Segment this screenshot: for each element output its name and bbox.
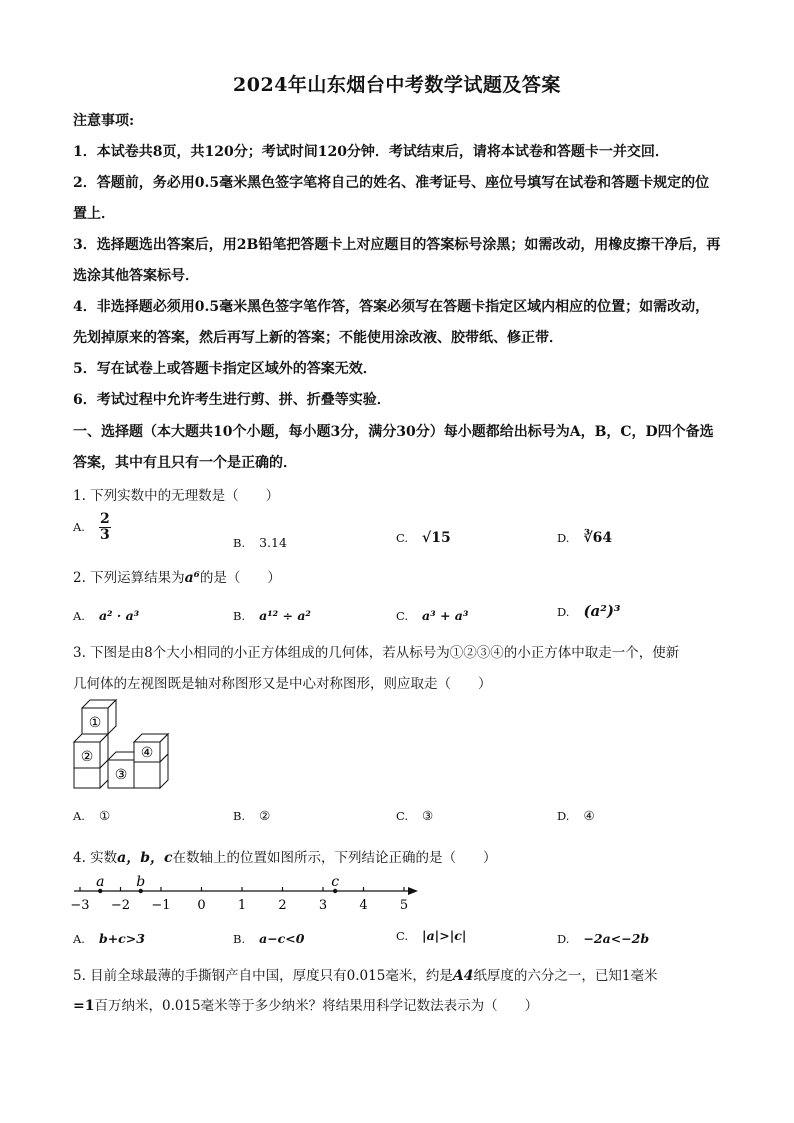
notice-item: 3．选择题选出答案后，用2B铅笔把答题卡上对应题目的答案标号涂黑；如需改动，用橡皮擦干净后，再 <box>73 237 721 253</box>
option-value: 3.14 <box>259 535 287 550</box>
q4-option-b <box>233 931 304 946</box>
stem-math: a，b，c <box>117 850 173 866</box>
option-value: √15 <box>422 530 451 546</box>
question-3-stem-line1: 3. 下图是由8个大小相同的小正方体组成的几何体，若从标号为①②③④的小正方体中取走一个，使新 <box>73 645 680 661</box>
axis-arrow <box>408 887 418 895</box>
stem-text: 在数轴上的位置如图所示，下列结论正确的是（ ） <box>172 850 497 866</box>
notice-item: 置上． <box>73 206 115 222</box>
stem-text: 纸厚度的六分之一，已知1毫米 <box>473 968 658 984</box>
option-label: A. <box>73 609 85 623</box>
q1-option-b <box>233 535 287 550</box>
notice-item: 先划掉原来的答案，然后再写上新的答案；不能使用涂改液、胶带纸、修正带． <box>73 330 563 346</box>
stem-text: 5. 目前全球最薄的手撕钢产自中国，厚度只有0.015毫米，约是 <box>73 968 453 984</box>
option-value: a³ + a³ <box>422 608 469 623</box>
question-5-stem-line2 <box>73 994 733 1014</box>
option-value: a−c<0 <box>259 931 305 946</box>
option-label: A. <box>73 809 85 823</box>
page-title: 2024年山东烟台中考数学试题及答案 <box>233 74 561 96</box>
option-value: |a|>|c| <box>422 928 467 943</box>
axis-tick-label: 3 <box>318 898 328 913</box>
q2-option-b <box>233 608 311 623</box>
q1-option-c <box>396 530 451 546</box>
axis-tick-label: 0 <box>197 898 206 913</box>
q2-option-c <box>396 608 468 623</box>
option-value: −2a<−2b <box>583 931 650 946</box>
option-label: C. <box>396 609 409 623</box>
option-label: B. <box>233 809 246 823</box>
option-label: C. <box>396 809 409 823</box>
section-heading: 一、选择题（本大题共10个小题，每小题3分，满分30分）每小题都给出标号为A，B，C，D四个备选 <box>73 424 714 440</box>
option-label: C. <box>396 531 409 545</box>
axis-tick-label: 4 <box>359 898 368 913</box>
cube-label-1: ① <box>88 715 102 731</box>
axis-tick-label: 1 <box>237 898 247 913</box>
option-label: A. <box>73 520 85 534</box>
option-label: A. <box>73 932 85 946</box>
option-label: B. <box>233 932 246 946</box>
fraction <box>99 512 111 543</box>
option-label: C. <box>396 929 409 943</box>
option-value: a¹² ÷ a² <box>259 608 311 623</box>
q1-option-a <box>73 512 111 543</box>
q3-option-d <box>557 808 595 823</box>
cube-label-4: ④ <box>140 745 154 761</box>
number-line <box>62 872 432 916</box>
notice-item: 选涂其他答案标号． <box>73 268 199 284</box>
stem-text: 2. 下列运算结果为 <box>73 570 185 586</box>
point-label-b: b <box>136 874 146 890</box>
fraction-denominator: 3 <box>99 527 110 543</box>
question-4-stem <box>73 846 733 867</box>
notice-item: 1．本试卷共8页，共120分；考试时间120分钟．考试结束后，请将本试卷和答题卡一并交回． <box>73 144 669 160</box>
option-value: ③ <box>422 808 434 823</box>
notice-item: 2．答题前，务必用0.5毫米黑色签字笔将自己的姓名、准考证号、座位号填写在试卷和答题卡规定的位 <box>73 175 710 191</box>
question-1-stem: 1. 下列实数中的无理数是（ ） <box>73 488 280 504</box>
axis-tick-label: −2 <box>110 898 131 913</box>
section-heading-cont: 答案，其中有且只有一个是正确的． <box>73 455 297 471</box>
notice-item: 4．非选择题必须用0.5毫米黑色签字笔作答，答案必须写在答题卡指定区域内相应的位置；如需改动， <box>73 299 710 315</box>
option-label: B. <box>233 536 246 550</box>
stem-text: 的是（ ） <box>199 570 281 586</box>
point-label-a: a <box>96 874 105 890</box>
stem-math: =1 <box>73 998 95 1014</box>
axis-tick-label: 5 <box>399 898 409 913</box>
cube-label-3: ③ <box>114 767 128 783</box>
option-value: ④ <box>583 808 595 823</box>
option-value: (a²)³ <box>583 602 621 620</box>
question-5-stem-line1 <box>73 964 733 984</box>
option-value: b+c>3 <box>98 931 145 946</box>
notice-item: 5．写在试卷上或答题卡指定区域外的答案无效． <box>73 361 377 377</box>
cube-label-2: ② <box>80 749 94 765</box>
option-value: ∛64 <box>583 530 613 546</box>
fraction-numerator: 2 <box>99 511 110 527</box>
q3-option-c <box>396 808 433 823</box>
q3-option-a <box>73 808 110 823</box>
question-3-stem-line2: 几何体的左视图既是轴对称图形又是中心对称图形，则应取走（ ） <box>73 676 492 692</box>
option-label: D. <box>557 809 570 823</box>
notice-item: 6．考试过程中允许考生进行剪、拼、折叠等实验． <box>73 392 391 408</box>
option-value: ① <box>98 808 111 823</box>
option-value: ② <box>259 808 271 823</box>
notice-heading: 注意事项: <box>73 113 135 129</box>
stem-text: 4. 实数 <box>73 850 118 866</box>
axis-tick-label: −3 <box>70 898 90 913</box>
q4-option-d <box>557 931 649 946</box>
q1-option-d <box>557 530 612 546</box>
q3-option-b <box>233 808 270 823</box>
question-2-stem <box>73 566 733 586</box>
q2-option-a <box>73 608 139 623</box>
cube-figure <box>70 696 174 790</box>
option-label: D. <box>557 605 570 619</box>
q2-option-d <box>557 602 621 620</box>
stem-math: A4 <box>452 968 474 984</box>
point-label-c: c <box>331 874 340 890</box>
option-label: B. <box>233 609 246 623</box>
option-value: a² · a³ <box>98 608 140 623</box>
q4-option-a <box>73 931 145 946</box>
stem-math: a⁶ <box>184 570 200 586</box>
axis-tick-label: 2 <box>278 898 287 913</box>
option-label: D. <box>557 932 570 946</box>
stem-text: 百万纳米，0.015毫米等于多少纳米？将结果用科学记数法表示为（ ） <box>94 998 539 1014</box>
option-label: D. <box>557 531 570 545</box>
axis-tick-label: −1 <box>151 898 171 913</box>
q4-option-c <box>396 928 466 943</box>
